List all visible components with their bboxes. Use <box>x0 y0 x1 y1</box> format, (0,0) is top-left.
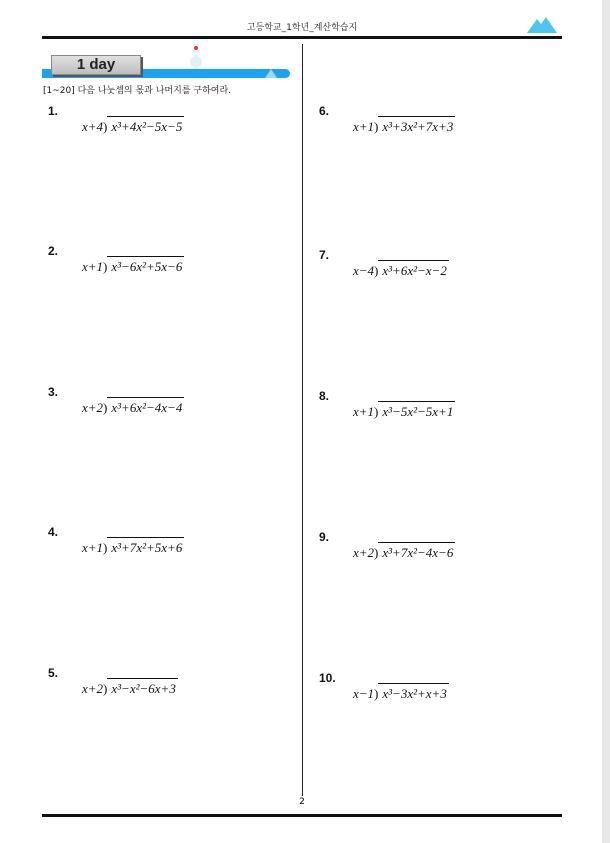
division-bracket: ) <box>103 119 108 134</box>
long-division <box>82 678 178 697</box>
long-division <box>353 683 449 702</box>
long-division <box>82 537 184 556</box>
problem-2 <box>48 244 183 274</box>
long-division <box>353 116 455 135</box>
problem-6 <box>319 104 454 134</box>
divisor: x+1 <box>82 540 104 555</box>
problem-number: 4. <box>48 525 59 539</box>
dividend: x³+6x²−x−2 <box>378 260 448 279</box>
long-division <box>353 542 455 561</box>
dividend: x³−6x²+5x−6 <box>107 256 184 275</box>
problem-number: 7. <box>319 248 330 262</box>
dividend: x³+6x²−4x−4 <box>107 397 184 416</box>
dividend: x³+3x²+7x+3 <box>378 116 455 135</box>
divisor: x+4 <box>82 119 104 134</box>
dividend: x³+7x²−4x−6 <box>378 542 455 561</box>
problem-number: 2. <box>48 244 59 258</box>
divisor: x+1 <box>82 259 104 274</box>
problem-number: 1. <box>48 104 59 118</box>
divisor: x+2 <box>82 400 104 415</box>
problem-number: 5. <box>48 666 59 680</box>
column-divider <box>302 44 303 796</box>
footer-rule <box>42 814 562 817</box>
problem-8 <box>319 389 454 419</box>
divisor: x−1 <box>353 686 375 701</box>
divisor: x+1 <box>353 404 375 419</box>
division-bracket: ) <box>103 540 108 555</box>
instruction-text: [1~20] 다음 나눗셈의 몫과 나머지를 구하여라. <box>43 86 232 96</box>
dividend: x³+7x²+5x+6 <box>107 537 184 556</box>
page-number: 2 <box>299 797 305 807</box>
division-bracket: ) <box>374 686 379 701</box>
problem-9 <box>319 530 454 560</box>
dividend: x³−5x²−5x+1 <box>378 401 455 420</box>
dividend: x³−3x²+x+3 <box>378 683 448 702</box>
header-title: 고등학교_1학년_계산학습지 <box>246 23 358 33</box>
division-bracket: ) <box>374 404 379 419</box>
division-bracket: ) <box>103 681 108 696</box>
long-division <box>82 116 184 135</box>
day-label: 1 day <box>51 55 141 75</box>
division-bracket: ) <box>374 263 379 278</box>
header-rule <box>42 36 562 39</box>
dividend: x³−x²−6x+3 <box>107 678 177 697</box>
triangle-icon <box>265 69 285 78</box>
mountain-icon <box>527 16 557 33</box>
division-bracket: ) <box>374 119 379 134</box>
problem-4 <box>48 525 183 555</box>
dividend: x³+4x²−5x−5 <box>107 116 184 135</box>
division-bracket: ) <box>103 259 108 274</box>
long-division <box>82 256 184 275</box>
problem-3 <box>48 385 183 415</box>
problem-number: 3. <box>48 385 59 399</box>
divisor: x+2 <box>353 545 375 560</box>
divisor: x−4 <box>353 263 375 278</box>
long-division <box>82 397 184 416</box>
division-bracket: ) <box>103 400 108 415</box>
divisor: x+1 <box>353 119 375 134</box>
problem-10 <box>319 671 447 701</box>
problem-number: 10. <box>319 671 336 685</box>
problem-number: 6. <box>319 104 330 118</box>
problem-1 <box>48 104 183 134</box>
division-bracket: ) <box>374 545 379 560</box>
problem-number: 8. <box>319 389 330 403</box>
divisor: x+2 <box>82 681 104 696</box>
long-division <box>353 401 455 420</box>
problem-5 <box>48 666 176 696</box>
problem-7 <box>319 248 447 278</box>
problem-number: 9. <box>319 530 330 544</box>
snowman-icon <box>189 45 203 69</box>
long-division <box>353 260 449 279</box>
